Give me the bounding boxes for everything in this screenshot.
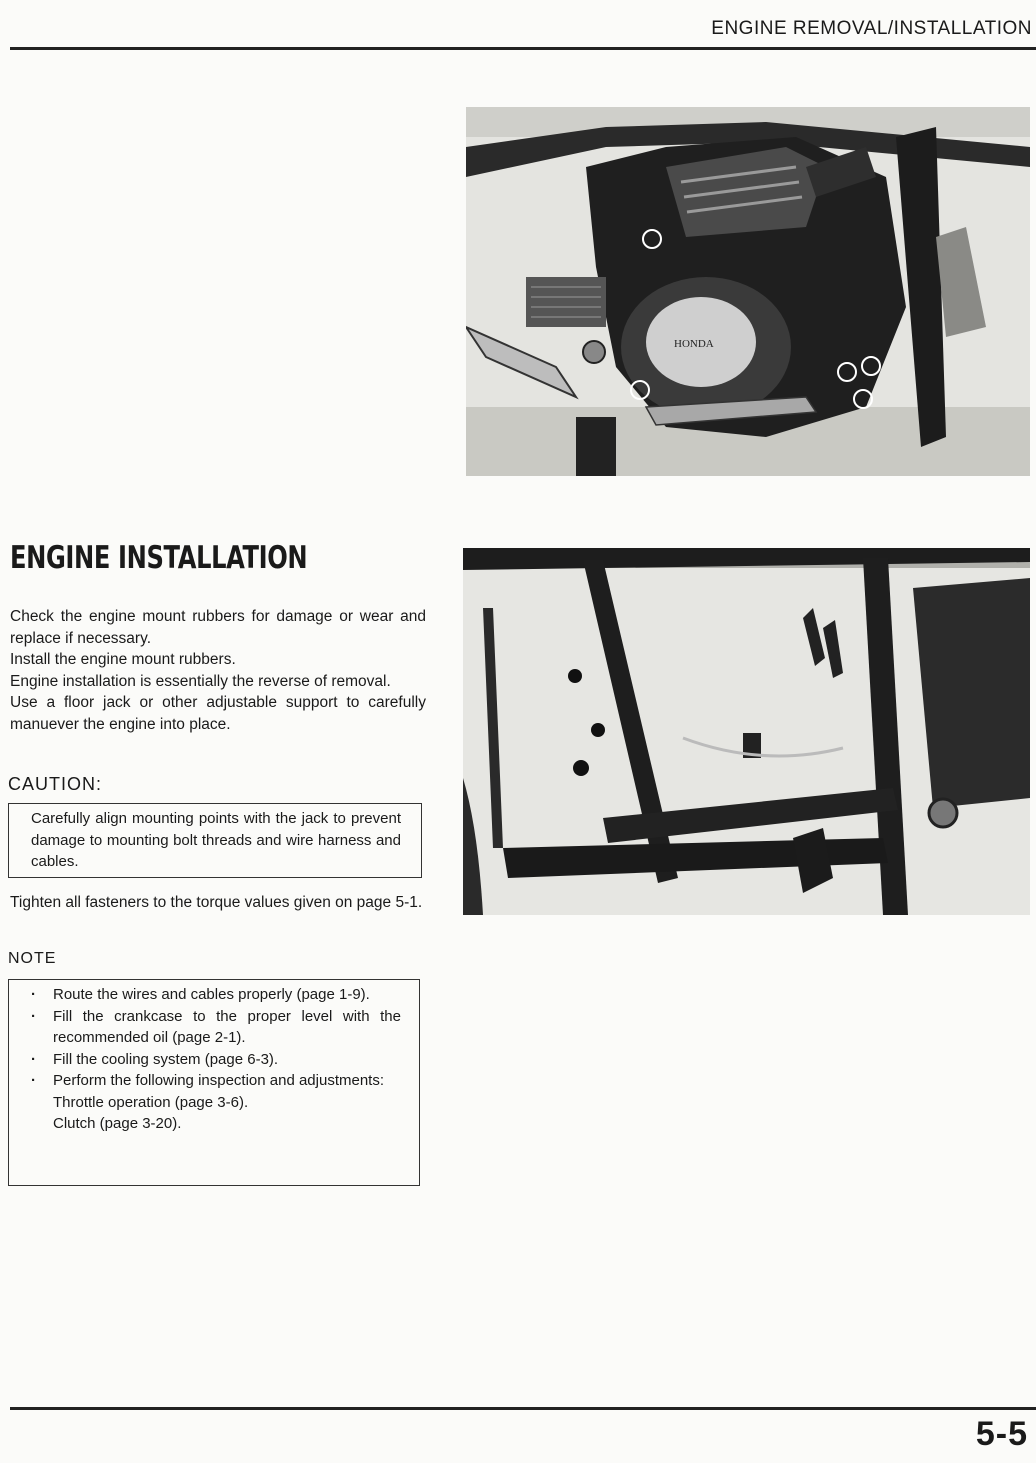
note-item: · Fill the cooling system (page 6-3).: [29, 1049, 401, 1071]
caution-box: [8, 803, 422, 878]
frame-photo-bottom-drawing: [463, 548, 1030, 915]
note-label: NOTE: [8, 950, 57, 967]
intro-paragraph-3: Engine installation is essentially the reverse of removal.: [10, 672, 391, 690]
note-box: [8, 979, 420, 1186]
page-number: 5-5: [975, 1415, 1028, 1453]
note-item: · Fill the crankcase to the proper level with the recommended oil (page 2-1).: [29, 1006, 401, 1049]
intro-paragraph-2: Install the engine mount rubbers.: [10, 651, 236, 668]
engine-photo-top-drawing: [466, 107, 1030, 476]
caution-label: CAUTION:: [8, 774, 103, 794]
tighten-paragraph: [10, 892, 426, 914]
installation-intro: [10, 606, 426, 735]
note-sub-item: Clutch (page 3-20).: [53, 1115, 182, 1132]
note-item: · Perform the following inspection and adjustments:: [29, 1070, 401, 1092]
honda-cover-logo: HONDA: [674, 338, 714, 350]
tighten-text: Tighten all fasteners to the torque values given on page 5-1.: [10, 894, 423, 911]
caution-text: Carefully align mounting points with the jack to prevent damage to mounting bolt threads and wire harness and cables.: [31, 810, 401, 870]
page-header-title: ENGINE REMOVAL/INSTALLATION: [711, 18, 1032, 39]
intro-paragraph-1: Check the engine mount rubbers for damage or wear and replace if necessary.: [10, 608, 426, 647]
intro-paragraph-4: Use a floor jack or other adjustable support to carefully manuever the engine into place.: [10, 694, 426, 733]
note-sub-item: Throttle operation (page 3-6).: [53, 1093, 249, 1111]
frame-photo-bottom: [463, 548, 1030, 915]
footer-rule: [10, 1407, 1036, 1410]
engine-photo-top: [466, 107, 1030, 476]
section-heading: ENGINE INSTALLATION: [10, 540, 308, 576]
note-item: · Route the wires and cables properly (page 1-9).: [29, 984, 401, 1006]
note-list: [29, 984, 401, 1092]
header-rule: [10, 47, 1036, 50]
